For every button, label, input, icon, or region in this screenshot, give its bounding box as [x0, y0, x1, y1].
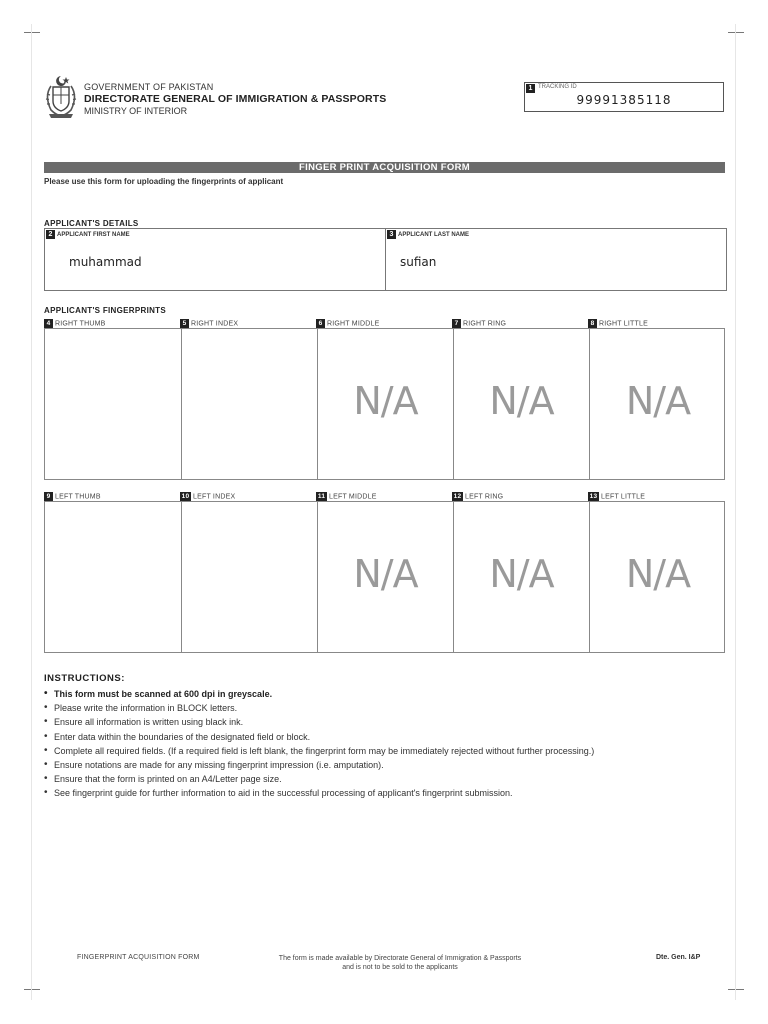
fingerprint-value: N/A: [353, 552, 418, 596]
right-index-box[interactable]: [181, 329, 317, 479]
footer-notice-line-1: The form is made available by Directorate General of Immigration & Passports: [278, 955, 522, 962]
label-left-middle: [316, 492, 377, 501]
fingerprint-value: N/A: [625, 552, 691, 596]
instructions-list: [44, 687, 724, 801]
right-little-box[interactable]: [589, 329, 726, 479]
government-name: GOVERNMENT OF PAKISTAN: [84, 82, 214, 92]
label-right-middle: [316, 319, 379, 328]
tracking-id-value: 99991385118: [576, 93, 672, 107]
right-thumb-box[interactable]: [45, 329, 181, 479]
first-name-label-text: APPLICANT FIRST NAME: [57, 232, 130, 239]
field-number: 4: [44, 319, 53, 328]
label-right-index: [180, 319, 238, 328]
fingerprint-value: N/A: [353, 379, 418, 423]
form-subtitle: Please use this form for uploading the fingerprints of applicant: [44, 177, 284, 186]
field-number: 7: [452, 319, 461, 328]
label-left-thumb: [44, 492, 101, 501]
right-middle-box[interactable]: [317, 329, 453, 479]
field-number: 13: [589, 493, 598, 500]
label-right-ring: [452, 319, 506, 328]
instruction-item: • Ensure notations are made for any missing fingerprint impression (i.e. amputation).: [44, 758, 724, 772]
form-title: FINGER PRINT ACQUISITION FORM: [44, 162, 725, 173]
footer-notice-line-2: and is not to be sold to the applicants: [342, 964, 458, 971]
trim-line-right: [735, 24, 736, 1000]
label-text: RIGHT RING: [463, 320, 507, 328]
instruction-item: • Please write the information in BLOCK letters.: [44, 701, 724, 715]
first-name-label: [46, 230, 130, 239]
last-name-input[interactable]: sufian: [400, 255, 437, 269]
instruction-item: • Ensure all information is written using black ink.: [44, 715, 724, 729]
field-number: 6: [316, 319, 325, 328]
field-number: 5: [180, 319, 189, 328]
footer-form-name: FINGERPRINT ACQUISITION FORM: [77, 954, 200, 961]
field-number: 9: [44, 492, 53, 501]
field-number: 1: [526, 84, 535, 93]
label-text: LEFT RING: [465, 493, 504, 501]
crop-mark-top-right: [728, 25, 744, 41]
left-little-box[interactable]: [589, 502, 726, 652]
first-name-input[interactable]: muhammad: [69, 255, 142, 269]
left-middle-box[interactable]: [317, 502, 453, 652]
label-text: RIGHT THUMB: [55, 320, 106, 328]
fingerprint-value: N/A: [625, 379, 691, 423]
field-number: 2: [46, 230, 55, 239]
applicant-details-heading: APPLICANT'S DETAILS: [44, 219, 139, 228]
field-number: 8: [588, 319, 597, 328]
label-text: LEFT LITTLE: [601, 493, 646, 501]
label-text: RIGHT MIDDLE: [327, 320, 380, 328]
ministry-name: MINISTRY OF INTERIOR: [84, 106, 188, 116]
instruction-item: • Complete all required fields. (If a required field is left blank, the fingerprint form may be immediately rejected without further processing.): [44, 744, 724, 758]
left-ring-box[interactable]: [453, 502, 589, 652]
applicant-details-box: [44, 228, 727, 291]
trim-line-left: [31, 24, 32, 1000]
fingerprint-value: N/A: [489, 379, 554, 423]
label-text: LEFT THUMB: [55, 493, 101, 501]
instruction-item: • Enter data within the boundaries of the designated field or block.: [44, 730, 724, 744]
label-left-little: [588, 492, 645, 501]
instruction-item: • See fingerprint guide for further information to aid in the successful processing of applicant's fingerprint submission.: [44, 786, 724, 800]
fingerprints-heading: APPLICANT'S FINGERPRINTS: [44, 306, 166, 315]
label-right-thumb: [44, 319, 106, 328]
label-right-little: [588, 319, 648, 328]
field-number: 11: [317, 493, 326, 500]
instruction-item: • This form must be scanned at 600 dpi in greyscale.: [44, 687, 724, 701]
tracking-id-field[interactable]: [524, 82, 724, 112]
field-number: 10: [181, 493, 190, 500]
field-number: 3: [387, 230, 396, 239]
left-index-box[interactable]: [181, 502, 317, 652]
pakistan-state-emblem-icon: [42, 74, 80, 120]
left-thumb-box[interactable]: [45, 502, 181, 652]
footer-issuer: Dte. Gen. I&P: [656, 954, 701, 961]
last-name-label: [387, 230, 469, 239]
label-text: RIGHT LITTLE: [599, 320, 648, 328]
details-divider: [385, 229, 386, 290]
label-text: LEFT MIDDLE: [329, 493, 377, 501]
fingerprint-value: N/A: [489, 552, 554, 596]
footer-notice: [250, 954, 550, 972]
last-name-label-text: APPLICANT LAST NAME: [398, 232, 469, 239]
crop-mark-top-left: [24, 25, 40, 41]
tracking-id-label: TRACKING ID: [538, 84, 577, 90]
label-left-index: [180, 492, 235, 501]
instructions-heading: INSTRUCTIONS:: [44, 673, 125, 684]
right-hand-fingerprint-grid: [44, 328, 725, 480]
label-text: RIGHT INDEX: [191, 320, 239, 328]
right-ring-box[interactable]: [453, 329, 589, 479]
left-hand-fingerprint-grid: [44, 501, 725, 653]
directorate-name: DIRECTORATE GENERAL OF IMMIGRATION & PASSPORTS: [84, 93, 387, 105]
crop-mark-bottom-right: [728, 982, 744, 998]
label-text: LEFT INDEX: [193, 493, 236, 501]
label-left-ring: [452, 492, 503, 501]
field-number: 12: [453, 493, 462, 500]
instruction-item: • Ensure that the form is printed on an A4/Letter page size.: [44, 772, 724, 786]
crop-mark-bottom-left: [24, 982, 40, 998]
